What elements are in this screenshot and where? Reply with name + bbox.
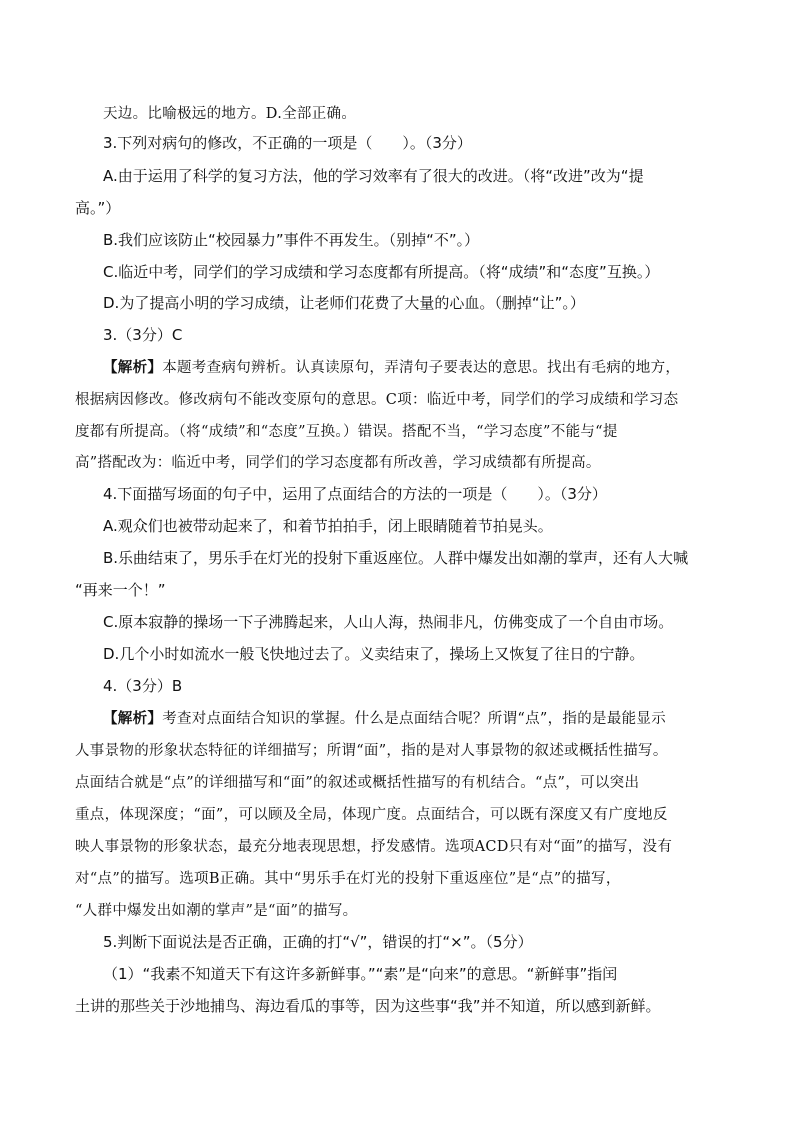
question-4-analysis-line: 人事景物的形象状态特征的详细描写；所谓“面”，指的是对人事景物的叙述或概括性描写。 — [75, 743, 668, 759]
question-5-item-1-cont: 土讲的那些关于沙地捕鸟、海边看瓜的事等，因为这些事“我”并不知道，所以感到新鲜。 — [75, 997, 661, 1015]
question-3-analysis-line: 高”搭配改为：临近中考，同学们的学习态度都有所改善，学习成绩都有所提高。 — [75, 455, 601, 471]
question-3-analysis-line: 度都有所提高。（将“成绩”和“态度”互换。）错误。搭配不当，“学习态度”不能与“提 — [75, 424, 618, 440]
question-4-option-d: D.几个小时如流水一般飞快地过去了。义卖结束了，操场上又恢复了往日的宁静。 — [103, 645, 645, 663]
analysis-text: 考查对点面结合知识的掌握。什么是点面结合呢？所谓“点”，指的是最能显示 — [162, 711, 667, 727]
question-4-analysis-line: 对“点”的描写。选项B正确。其中“男乐手在灯光的投射下重返座位”是“点”的描写， — [75, 871, 621, 887]
analysis-tag: 【解析】 — [103, 711, 163, 727]
question-4-analysis-line: 映人事景物的形象状态，最充分地表现思想，抒发感情。选项ACD只有对“面”的描写，没有 — [75, 839, 673, 855]
question-5-item-1: （1）“我素不知道天下有这许多新鲜事。”“素”是“向来”的意思。“新鲜事”指闰 — [103, 965, 618, 983]
question-3-option-a-cont: 高。”） — [75, 199, 121, 217]
question-4-analysis-line — [103, 707, 666, 728]
question-3-analysis-line — [103, 356, 680, 377]
question-3-analysis-line: 根据病因修改。修改病句不能改变原句的意思。C项：临近中考，同学们的学习成绩和学习态 — [75, 392, 679, 408]
question-3-option-c: C.临近中考，同学们的学习成绩和学习态度都有所提高。（将“成绩”和“态度”互换。） — [103, 263, 660, 281]
question-3-option-b: B.我们应该防止“校园暴力”事件不再发生。（别掉“不”。） — [103, 231, 480, 249]
question-3-stem: 3.下列对病句的修改，不正确的一项是（ ）。（3分） — [103, 134, 472, 152]
analysis-text: 本题考查病句辨析。认真读原句，弄清句子要表达的意思。找出有毛病的地方， — [162, 360, 681, 376]
question-4-stem: 4.下面描写场面的句子中，运用了点面结合的方法的一项是（ ）。（3分） — [103, 485, 607, 503]
question-3-option-d: D.为了提高小明的学习成绩，让老师们花费了大量的心血。（删掉“让”。） — [103, 294, 585, 312]
question-4-answer: 4.（3分）B — [103, 677, 183, 695]
text-line: 天边。比喻极远的地方。D.全部正确。 — [103, 106, 357, 122]
question-4-analysis-line: “人群中爆发出如潮的掌声”是“面”的描写。 — [75, 903, 358, 919]
question-3-answer: 3.（3分）C — [103, 326, 183, 344]
analysis-tag: 【解析】 — [103, 360, 163, 376]
question-4-option-c: C.原本寂静的操场一下子沸腾起来，人山人海，热闹非凡，仿佛变成了一个自由市场。 — [103, 613, 674, 631]
question-4-analysis-line: 重点，体现深度；“面”，可以顾及全局，体现广度。点面结合，可以既有深度又有广度地反 — [75, 807, 668, 823]
question-4-option-b-cont: “再来一个！” — [75, 581, 166, 599]
question-4-analysis-line: 点面结合就是“点”的详细描写和“面”的叙述或概括性描写的有机结合。“点”，可以突出 — [75, 775, 640, 791]
question-4-option-a: A.观众们也被带动起来了，和着节拍拍手，闭上眼睛随着节拍晃头。 — [103, 517, 553, 535]
question-3-option-a: A.由于运用了科学的复习方法，他的学习效率有了很大的改进。（将“改进”改为“提 — [103, 167, 644, 185]
question-4-option-b: B.乐曲结束了，男乐手在灯光的投射下重返座位。人群中爆发出如潮的掌声，还有人大喊 — [103, 549, 689, 567]
question-5-stem: 5.判断下面说法是否正确，正确的打“√”，错误的打“×”。（5分） — [103, 933, 533, 951]
